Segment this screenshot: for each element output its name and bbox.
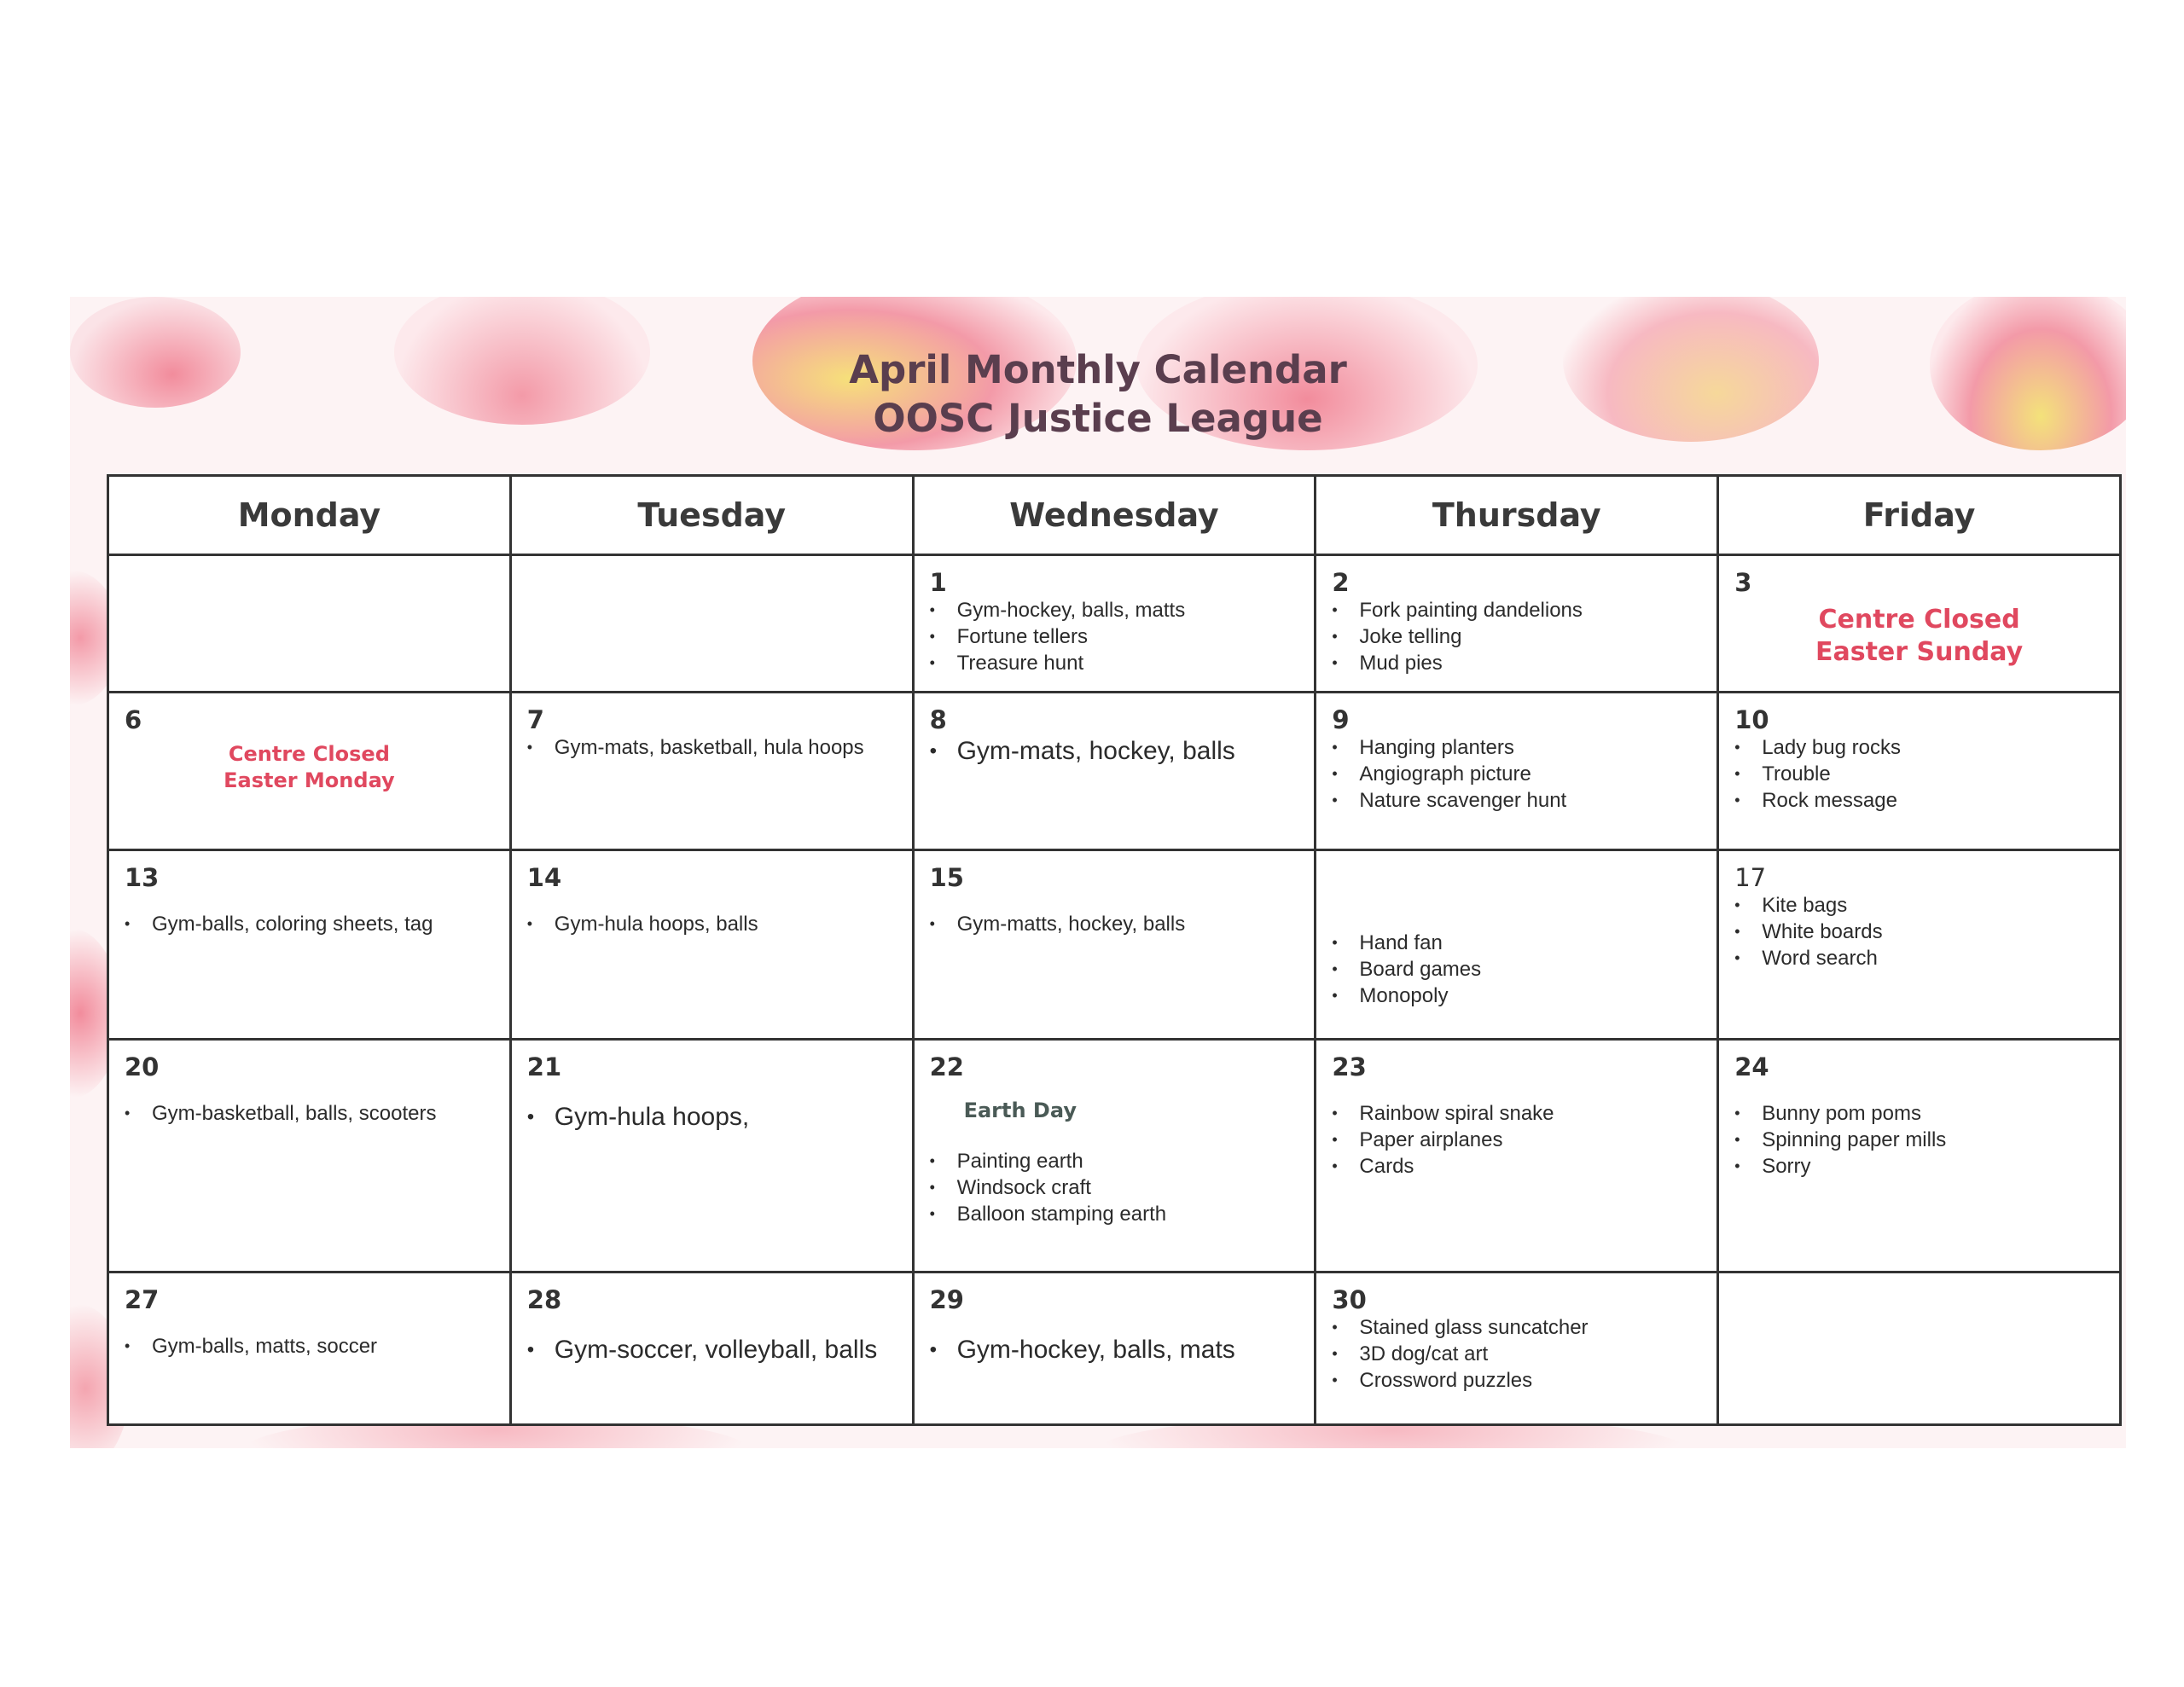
activity-item: • Paper airplanes	[1359, 1127, 1701, 1153]
day-cell-29	[913, 1272, 1316, 1425]
activity-list	[930, 911, 1299, 937]
day-cell-6	[108, 692, 511, 849]
activity-list	[1734, 1100, 2104, 1180]
day-cell-empty	[108, 555, 511, 693]
day-number: 2	[1332, 568, 1350, 598]
activity-item: • Word search	[1762, 945, 2104, 971]
activity-item: • Gym-hula hoops, balls	[555, 911, 897, 937]
day-cell-22	[913, 1040, 1316, 1272]
day-number: 8	[929, 704, 947, 734]
day-cell-3	[1718, 555, 2121, 693]
header-monday: Monday	[108, 476, 511, 555]
day-number: 23	[1332, 1052, 1367, 1082]
activity-item: • Rock message	[1762, 787, 2104, 814]
closed-reason: Easter Sunday	[1815, 637, 2024, 668]
activity-item: • Sorry	[1762, 1153, 2104, 1180]
earth-day-note: Earth Day	[963, 1099, 1077, 1123]
activity-list	[1332, 930, 1701, 1009]
activity-item: • Gym-matts, hockey, balls	[957, 911, 1299, 937]
activity-list	[930, 1333, 1299, 1367]
activity-list	[527, 911, 897, 937]
header-friday: Friday	[1718, 476, 2121, 555]
activity-list	[1332, 1314, 1701, 1394]
page-subtitle: OOSC Justice League	[873, 396, 1323, 441]
day-number: 15	[929, 862, 964, 892]
activity-list	[527, 734, 897, 761]
day-cell-empty	[510, 555, 913, 693]
activity-item: • Gym-balls, matts, soccer	[152, 1333, 494, 1359]
day-cell-28	[510, 1272, 913, 1425]
day-number: 17	[1734, 862, 1767, 892]
day-number: 1	[929, 568, 947, 598]
activity-list	[125, 1100, 494, 1127]
day-number: 9	[1332, 704, 1350, 734]
activity-item: • Monopoly	[1359, 983, 1701, 1009]
activity-list	[125, 1333, 494, 1359]
day-number: 13	[125, 862, 160, 892]
page-title: April Monthly Calendar	[849, 347, 1347, 392]
day-number: 3	[1734, 568, 1752, 598]
activity-list	[527, 1333, 897, 1367]
activity-item: • Windsock craft	[957, 1174, 1299, 1201]
activity-item: • Nature scavenger hunt	[1359, 787, 1701, 814]
week-row	[108, 692, 2121, 849]
closed-label: Centre Closed	[228, 741, 390, 766]
day-cell-10	[1718, 692, 2121, 849]
day-number: 7	[526, 704, 544, 734]
activity-item: • Kite bags	[1762, 892, 2104, 919]
activity-item: • Gym-hockey, balls, matts	[957, 597, 1299, 623]
closed-reason: Easter Monday	[224, 768, 395, 792]
day-cell-21	[510, 1040, 913, 1272]
activity-item: • Fork painting dandelions	[1359, 597, 1701, 623]
day-cell-17	[1718, 849, 2121, 1040]
week-row	[108, 555, 2121, 693]
activity-item: • Fortune tellers	[957, 623, 1299, 650]
activity-list	[527, 1100, 897, 1134]
activity-item: • 3D dog/cat art	[1359, 1341, 1701, 1367]
activity-item: • Painting earth	[957, 1148, 1299, 1174]
closed-notice	[125, 741, 494, 794]
activity-item: • White boards	[1762, 919, 2104, 945]
day-number: 27	[125, 1285, 160, 1315]
activity-item: • Hand fan	[1359, 930, 1701, 956]
activity-list	[930, 1148, 1299, 1227]
calendar-title	[70, 345, 2126, 443]
week-row	[108, 1272, 2121, 1425]
activity-item: • Gym-balls, coloring sheets, tag	[152, 911, 494, 937]
activity-item: • Hanging planters	[1359, 734, 1701, 761]
activity-list	[930, 597, 1299, 676]
day-cell-15	[913, 849, 1316, 1040]
day-cell-empty	[1718, 1272, 2121, 1425]
day-number: 30	[1332, 1285, 1367, 1315]
day-number: 10	[1734, 704, 1769, 734]
day-number: 28	[526, 1285, 562, 1315]
activity-item: • Stained glass suncatcher	[1359, 1314, 1701, 1341]
activity-list	[1332, 597, 1701, 676]
day-cell-14	[510, 849, 913, 1040]
activity-item: • Gym-mats, hockey, balls	[957, 734, 1299, 768]
activity-item: • Mud pies	[1359, 650, 1701, 676]
day-number: 24	[1734, 1052, 1769, 1082]
activity-item: • Joke telling	[1359, 623, 1701, 650]
activity-item: • Crossword puzzles	[1359, 1367, 1701, 1394]
day-number: 29	[929, 1285, 964, 1315]
header-thursday: Thursday	[1316, 476, 1718, 555]
activity-item: • Balloon stamping earth	[957, 1201, 1299, 1227]
closed-notice	[1734, 604, 2104, 669]
activity-item: • Gym-hockey, balls, mats	[957, 1333, 1299, 1367]
day-cell-8	[913, 692, 1316, 849]
weekday-header-row	[108, 476, 2121, 555]
activity-item: • Treasure hunt	[957, 650, 1299, 676]
day-number: 20	[125, 1052, 160, 1082]
day-number: 22	[929, 1052, 964, 1082]
activity-list	[1734, 734, 2104, 814]
header-wednesday: Wednesday	[913, 476, 1316, 555]
activity-item: • Trouble	[1762, 761, 2104, 787]
activity-list	[1332, 734, 1701, 814]
day-cell-13	[108, 849, 511, 1040]
day-cell-2	[1316, 555, 1718, 693]
activity-item: • Spinning paper mills	[1762, 1127, 2104, 1153]
calendar-grid	[107, 474, 2122, 1426]
day-cell-9	[1316, 692, 1718, 849]
day-number: 6	[125, 704, 142, 734]
activity-list	[1734, 892, 2104, 971]
day-number: 14	[526, 862, 562, 892]
day-cell-23	[1316, 1040, 1718, 1272]
activity-item: • Gym-basketball, balls, scooters	[152, 1100, 494, 1127]
activity-list	[1332, 1100, 1701, 1180]
day-cell-7	[510, 692, 913, 849]
day-cell-30	[1316, 1272, 1718, 1425]
header-tuesday: Tuesday	[510, 476, 913, 555]
activity-item: • Gym-hula hoops,	[555, 1100, 897, 1134]
day-cell-20	[108, 1040, 511, 1272]
activity-list	[125, 911, 494, 937]
day-cell-27	[108, 1272, 511, 1425]
activity-item: • Gym-mats, basketball, hula hoops	[555, 734, 897, 761]
day-cell-16	[1316, 849, 1718, 1040]
week-row	[108, 849, 2121, 1040]
activity-list	[930, 734, 1299, 768]
day-number: 21	[526, 1052, 562, 1082]
day-cell-1	[913, 555, 1316, 693]
activity-item: • Cards	[1359, 1153, 1701, 1180]
activity-item: • Rainbow spiral snake	[1359, 1100, 1701, 1127]
activity-item: • Gym-soccer, volleyball, balls	[555, 1333, 897, 1367]
closed-label: Centre Closed	[1818, 605, 2020, 635]
activity-item: • Bunny pom poms	[1762, 1100, 2104, 1127]
activity-item: • Angiograph picture	[1359, 761, 1701, 787]
activity-item: • Lady bug rocks	[1762, 734, 2104, 761]
week-row	[108, 1040, 2121, 1272]
day-cell-24	[1718, 1040, 2121, 1272]
activity-item: • Board games	[1359, 956, 1701, 983]
